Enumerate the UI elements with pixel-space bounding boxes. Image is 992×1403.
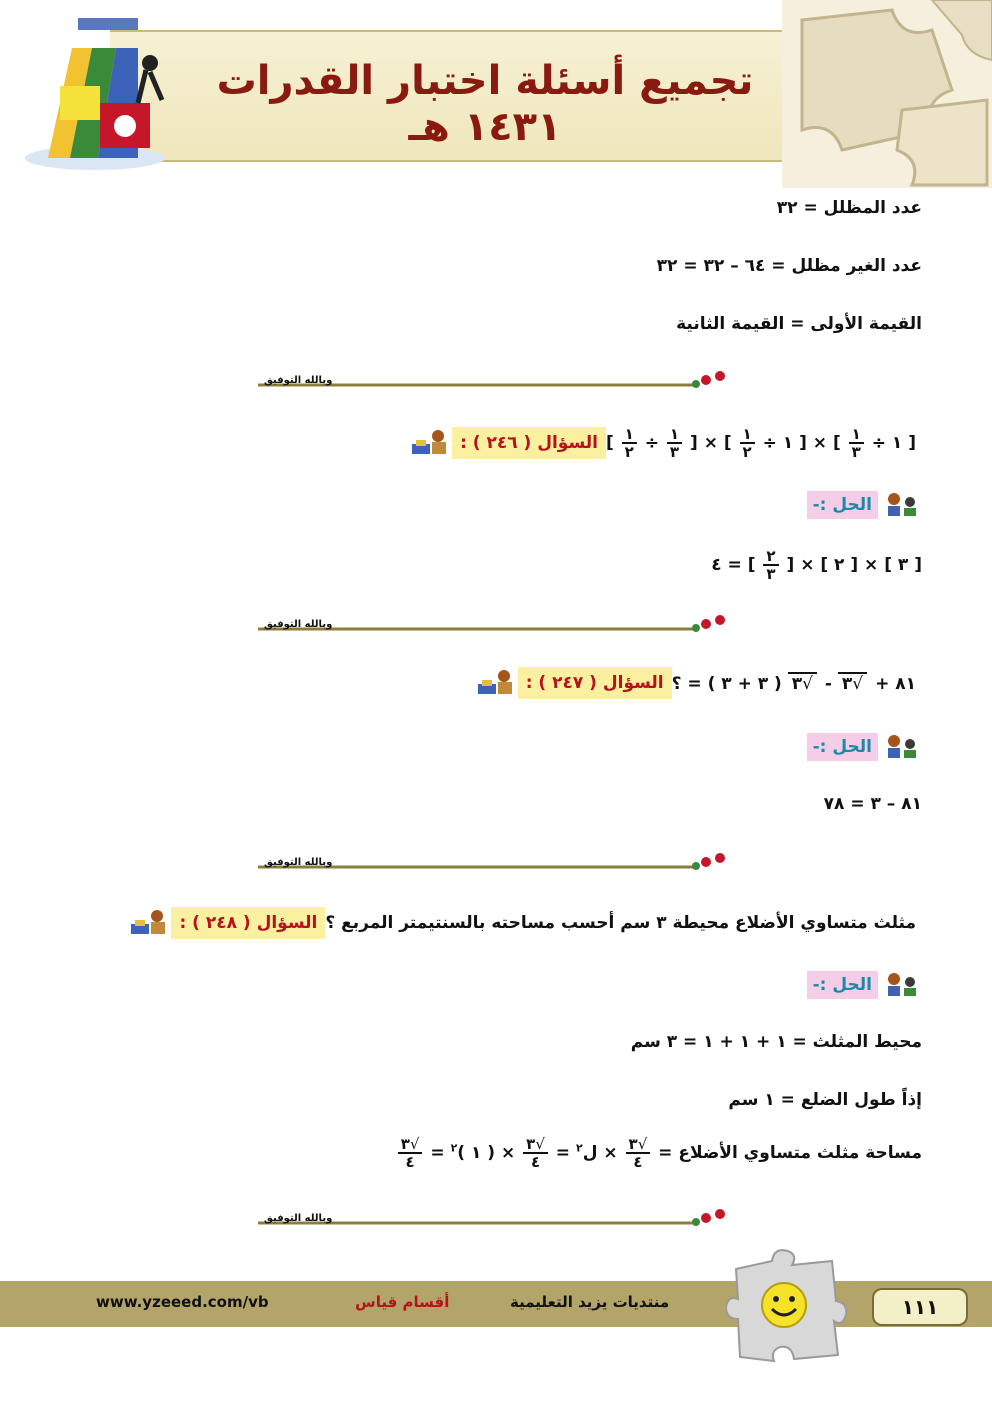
students-icon bbox=[882, 732, 922, 762]
solution-label: الحل :- bbox=[807, 491, 878, 519]
fraction: $\frac{١}{٣}$ bbox=[849, 426, 864, 460]
fraction-root: $\frac{√٣}{٤}$ bbox=[626, 1136, 651, 1170]
question-246-row bbox=[404, 426, 922, 460]
students-icon bbox=[882, 970, 922, 1000]
footer-forum: منتديات يزيد التعليمية bbox=[510, 1293, 670, 1311]
reading-kids-icon bbox=[408, 428, 452, 458]
area-formula: مساحة مثلث متساوي الأضلاع = $\frac{√٣}{٤}$ × ل$^٢$ = $\frac{√٣}{٤}$ × ( ١ )$^٢$ = $\frac{√٣}{٤}$ bbox=[396, 1136, 922, 1170]
question-248-row bbox=[123, 906, 922, 940]
question-248-text: مثلث متساوي الأضلاع محيطة ٣ سم أحسب مساحته بالسنتيمتر المربع ؟ bbox=[325, 913, 916, 933]
separator-flowers bbox=[258, 370, 733, 392]
fraction-root: $\frac{√٣}{٤}$ bbox=[523, 1136, 548, 1170]
question-247-expression: ٨١ + √٣ - √٣ ( ٣ + ٣ ) = ؟ bbox=[671, 674, 916, 694]
page-header bbox=[0, 0, 992, 190]
footer-section: أقسام قياس bbox=[355, 1293, 450, 1311]
question-246-expression: [ ١ ÷ $\frac{١}{٣}$ ] × [ ١ ÷ $\frac{١}{٢}$ ] × [ $\frac{١}{٣}$ ÷ $\frac{١}{٢}$ ] bbox=[605, 425, 916, 461]
separator-flowers bbox=[258, 614, 733, 636]
solution-247-row bbox=[807, 732, 922, 762]
question-247-row bbox=[470, 666, 922, 700]
page-title: تجميع أسئلة اختبار القدرات ١٤٣١ هـ bbox=[216, 58, 754, 150]
text-line-unshaded: عدد الغير مظلل = ٦٤ – ٣٢ = ٣٢ bbox=[656, 256, 922, 276]
solution-248-row bbox=[807, 970, 922, 1000]
books-logo bbox=[20, 8, 170, 178]
answer-246: [ ٣ ] × [ ٢ ] × [ $\frac{٢}{٣}$ ] = ٤ bbox=[711, 547, 922, 583]
reading-kids-icon bbox=[127, 908, 171, 938]
fraction: $\frac{١}{٣}$ bbox=[667, 426, 682, 460]
question-label: السؤال ( ٢٤٧ ) : bbox=[518, 667, 672, 699]
puzzle-pieces-decoration bbox=[782, 0, 992, 188]
text-line-shaded: عدد المظلل = ٣٢ bbox=[776, 198, 922, 218]
fraction-root: $\frac{√٣}{٤}$ bbox=[398, 1136, 423, 1170]
fraction: $\frac{٢}{٣}$ bbox=[763, 548, 778, 582]
students-icon bbox=[882, 490, 922, 520]
question-label: السؤال ( ٢٤٦ ) : bbox=[452, 427, 606, 459]
square-root: √٣ bbox=[838, 672, 867, 694]
solution-label: الحل :- bbox=[807, 971, 878, 999]
solution-label: الحل :- bbox=[807, 733, 878, 761]
square-root: √٣ bbox=[788, 672, 817, 694]
question-label: السؤال ( ٢٤٨ ) : bbox=[171, 907, 325, 939]
text-line-comparison: القيمة الأولى = القيمة الثانية bbox=[676, 314, 922, 334]
separator-text: وبالله التوفيق bbox=[264, 375, 333, 386]
page-number: ١١١ bbox=[872, 1288, 968, 1326]
separator-flowers bbox=[258, 1208, 733, 1230]
separator-text: وبالله التوفيق bbox=[264, 857, 333, 868]
fraction: $\frac{١}{٢}$ bbox=[622, 426, 637, 460]
perimeter-line: محيط المثلث = ١ + ١ + ١ = ٣ سم bbox=[630, 1032, 922, 1052]
separator-flowers bbox=[258, 852, 733, 874]
solution-246-row bbox=[807, 490, 922, 520]
smiley-puzzle-icon bbox=[722, 1245, 850, 1363]
reading-kids-icon bbox=[474, 668, 518, 698]
side-length-line: إذاً طول الضلع = ١ سم bbox=[728, 1090, 922, 1110]
separator-text: وبالله التوفيق bbox=[264, 619, 333, 630]
fraction: $\frac{١}{٢}$ bbox=[740, 426, 755, 460]
separator-text: وبالله التوفيق bbox=[264, 1213, 333, 1224]
answer-247: ٨١ – ٣ = ٧٨ bbox=[823, 794, 922, 814]
footer-url[interactable]: www.yzeeed.com/vb bbox=[96, 1293, 269, 1311]
